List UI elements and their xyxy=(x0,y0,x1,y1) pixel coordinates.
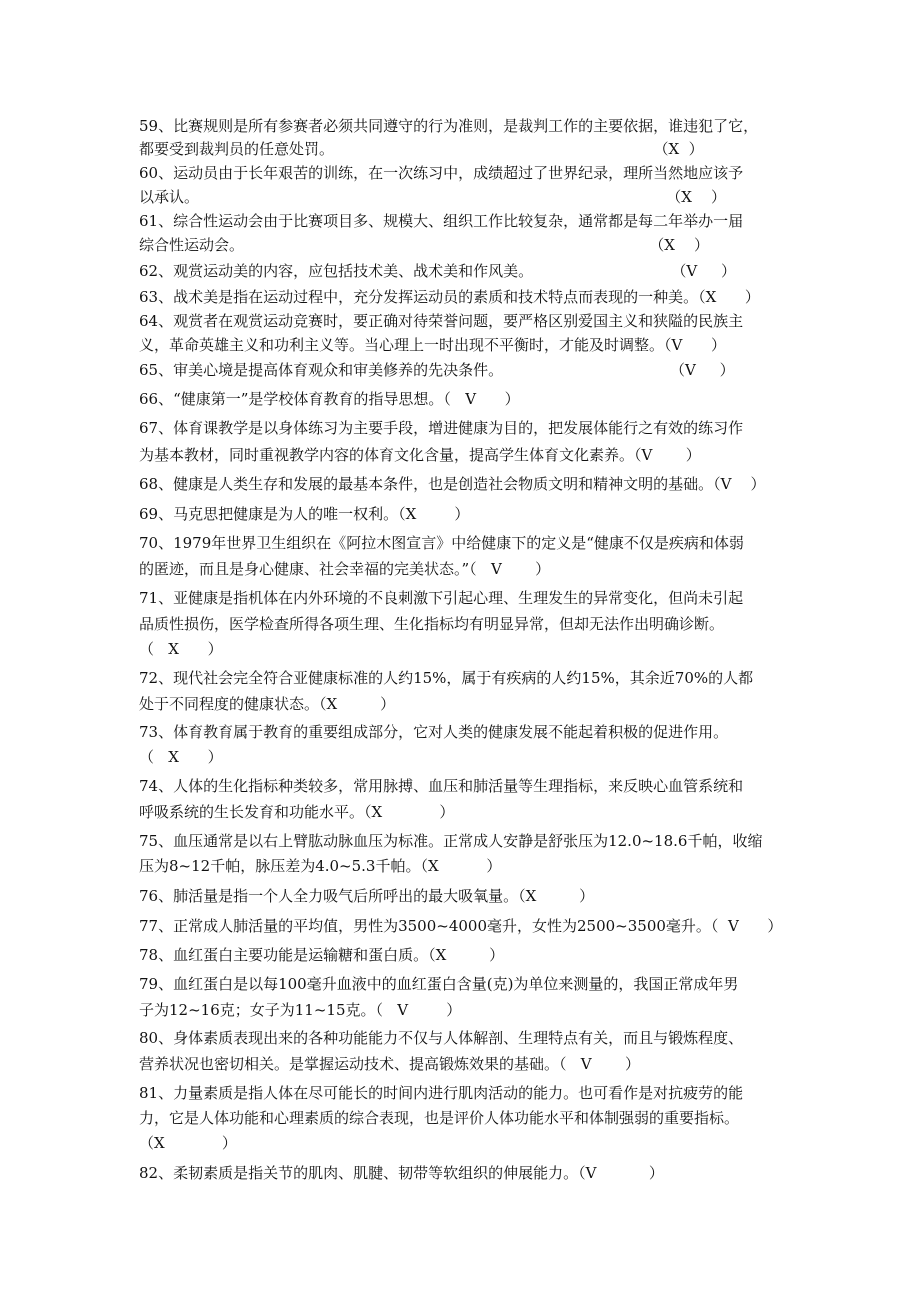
text-line: （ X ） xyxy=(139,748,223,766)
text-line: 营养状况也密切相关。是掌握运动技术、提高锻炼效果的基础。（ V ） xyxy=(139,1055,641,1073)
text-line: 75、血压通常是以右上臂肱动脉血压为标准。正常成人安静是舒张压为12.0~18.6千帕，收缩 xyxy=(139,832,763,850)
text-line: 73、体育教育属于教育的重要组成部分，它对人类的健康发展不能起着积极的促进作用。 xyxy=(139,723,729,741)
text-line: 为基本教材，同时重视教学内容的体育文化含量，提高学生体育文化素养。（V ） xyxy=(139,446,701,464)
text-line: 处于不同程度的健康状态。（X ） xyxy=(139,695,396,713)
text-line: 66、“健康第一”是学校体育教育的指导思想。（ V ） xyxy=(139,390,520,408)
text-line: 的匿迹，而且是身心健康、社会幸福的完美状态。”（ V ） xyxy=(139,560,551,578)
text-line: 以承认。 （X ） xyxy=(139,188,727,206)
text-line: 压为8~12千帕，脉压差为4.0~5.3千帕。（X ） xyxy=(139,857,502,875)
text-line: 71、亚健康是指机体在内外环境的不良刺激下引起心理、生理发生的异常变化，但尚未引起 xyxy=(139,589,744,607)
text-line: 呼吸系统的生长发育和功能水平。（X ） xyxy=(139,803,455,821)
text-line: 77、正常成人肺活量的平均值，男性为3500~4000毫升，女性为2500~3500毫升。（ V ） xyxy=(139,917,783,935)
text-line: 72、现代社会完全符合亚健康标准的人约15%，属于有疾病的人约15%，其余近70%的人都 xyxy=(139,669,754,687)
text-line: 69、马克思把健康是为人的唯一权利。（X ） xyxy=(139,505,470,523)
text-line: 61、综合性运动会由于比赛项目多、规模大、组织工作比较复杂，通常都是每二年举办一届 xyxy=(139,212,744,230)
text-line: 76、肺活量是指一个人全力吸气后所呼出的最大吸氧量。（X ） xyxy=(139,887,595,905)
text-line: 品质性损伤，医学检查所得各项生理、生化指标均有明显异常，但却无法作出明确诊断。 xyxy=(139,615,725,633)
text-line: 力，它是人体功能和心理素质的综合表现，也是评价人体功能水平和体制强弱的重要指标。 xyxy=(139,1109,740,1127)
text-line: （X ） xyxy=(139,1134,237,1152)
text-line: 综合性运动会。 （X ） xyxy=(139,236,710,254)
text-line: （ X ） xyxy=(139,640,223,658)
text-line: 都要受到裁判员的任意处罚。 （X ） xyxy=(139,140,704,158)
text-line: 70、1979年世界卫生组织在《阿拉木图宣言》中给健康下的定义是“健康不仅是疾病和体弱 xyxy=(139,534,744,552)
text-line: 64、观赏者在观赏运动竞赛时，要正确对待荣誉问题，要严格区别爱国主义和狭隘的民族主 xyxy=(139,312,744,330)
text-line: 81、力量素质是指人体在尽可能长的时间内进行肌肉活动的能力。也可看作是对抗疲劳的能 xyxy=(139,1084,744,1102)
text-line: 63、战术美是指在运动过程中，充分发挥运动员的素质和技术特点而表现的一种美。（X ） xyxy=(139,288,760,306)
text-line: 59、比赛规则是所有参赛者必须共同遵守的行为准则，是裁判工作的主要依据，谁违犯了它， xyxy=(139,117,759,135)
text-line: 62、观赏运动美的内容，应包括技术美、战术美和作风美。 （V ） xyxy=(139,262,737,280)
text-line: 义，革命英雄主义和功利主义等。当心理上一时出现不平衡时，才能及时调整。（V ） xyxy=(139,336,726,354)
text-line: 80、身体素质表现出来的各种功能能力不仅与人体解剖、生理特点有关，而且与锻炼程度、 xyxy=(139,1029,744,1047)
text-line: 65、审美心境是提高体育观众和审美修养的先决条件。 （V ） xyxy=(139,361,735,379)
text-line: 78、血红蛋白主要功能是运输糖和蛋白质。（X ） xyxy=(139,946,505,964)
text-line: 82、柔韧素质是指关节的肌肉、肌腱、韧带等软组织的伸展能力。（V ） xyxy=(139,1164,664,1182)
text-line: 67、体育课教学是以身体练习为主要手段，增进健康为目的，把发展体能行之有效的练习作 xyxy=(139,419,744,437)
text-line: 74、人体的生化指标种类较多，常用脉搏、血压和肺活量等生理指标，来反映心血管系统和 xyxy=(139,777,744,795)
text-line: 子为12~16克；女子为11~15克。（ V ） xyxy=(139,1001,462,1019)
text-line: 68、健康是人类生存和发展的最基本条件，也是创造社会物质文明和精神文明的基础。（V ） xyxy=(139,475,766,493)
text-line: 79、血红蛋白是以每100毫升血液中的血红蛋白含量(克)为单位来测量的，我国正常成年男 xyxy=(139,975,739,993)
text-line: 60、运动员由于长年艰苦的训练，在一次练习中，成绩超过了世界纪录，理所当然地应该予 xyxy=(139,164,744,182)
